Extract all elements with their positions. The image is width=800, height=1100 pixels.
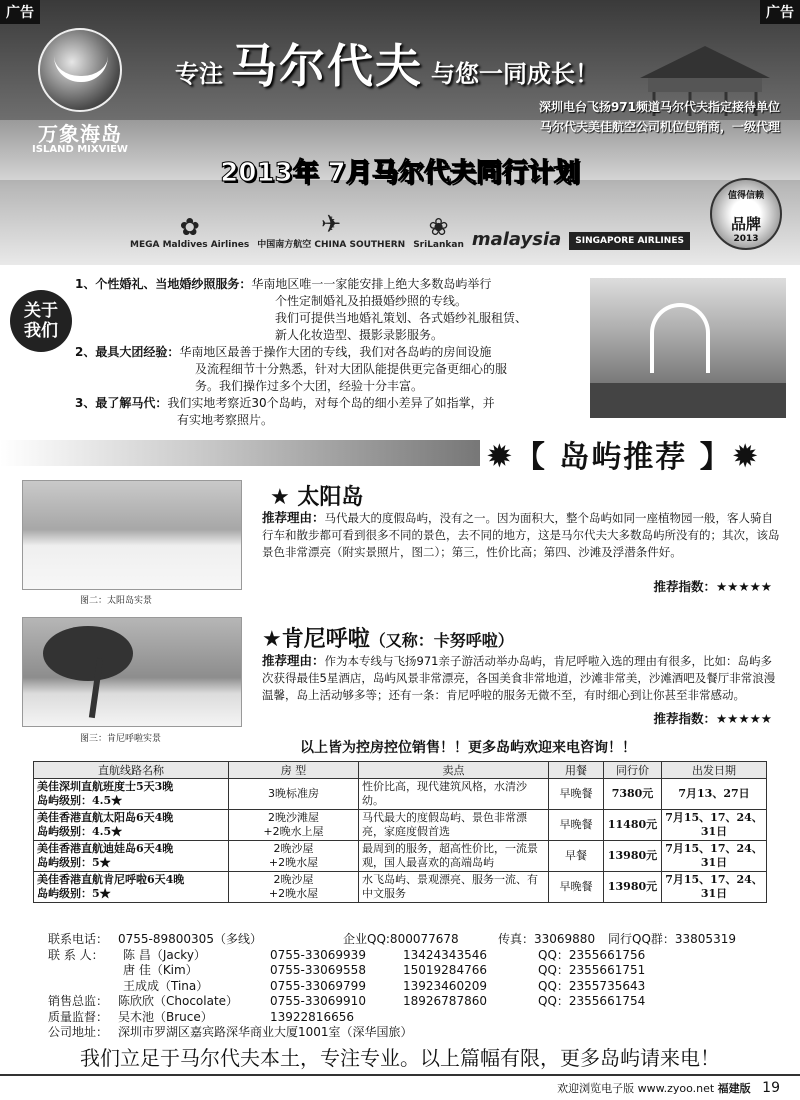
sale-notice: 以上皆为控房控位销售！！更多岛屿欢迎来电咨询！！ xyxy=(300,740,636,756)
company-logo xyxy=(20,28,140,168)
kanuhura-photo xyxy=(22,617,242,727)
page-number: 19 xyxy=(762,1080,780,1096)
footer-divider xyxy=(0,1074,800,1076)
contact-block xyxy=(48,932,778,1041)
table-row: 美佳香港直航肯尼呼啦6天4晚 岛屿级别：5★ 2晚沙屋 +2晚水屋 水飞岛屿、景观漂亮、服务一流、有中文服务 早晚餐 13980元 7月15、17、24、31日 xyxy=(34,872,767,903)
slogan-pre: 专注 xyxy=(175,60,223,88)
recommend-title: ✹【 岛屿推荐 】✹ xyxy=(486,437,761,475)
island-reason: 推荐理由：作为本专线与飞扬971亲子游活动举办岛屿，肯尼呼啦入选的理由有很多，比如：岛屿多次获得最佳5星酒店，岛屿风景非常漂亮，各国美食非常地道，沙滩非常美，沙滩酒吧及餐厅非常浪漫温馨，岛上活动够多等；还有一条：肯尼呼啦的服务无微不至，有时细心到让你甚至非常感动。 xyxy=(262,653,776,702)
sun-icon: ✹ xyxy=(486,437,515,475)
about-item-3: 3、最了解马代：我们实地考察近30个岛屿，对每个岛的细小差异了如指掌，并 xyxy=(75,396,495,410)
slogan-main: 马尔代夫 xyxy=(231,39,423,93)
logo-subtitle: ISLAND MIXVIEW xyxy=(32,144,128,155)
table-row: 美佳深圳直航班度士5天3晚 岛屿级别：4.5★ 3晚标准房 性价比高，现代建筑风格，水清沙幼。 早晚餐 7380元 7月13、27日 xyxy=(34,779,767,810)
page-footer xyxy=(557,1080,780,1096)
routes-table xyxy=(33,761,767,903)
airline-mega: ✿ MEGA Maldives Airlines xyxy=(130,213,250,250)
recommend-score: 推荐指数：★★★★★ xyxy=(653,711,772,726)
airline-singapore: SINGAPORE AIRLINES xyxy=(569,232,690,250)
island-name: ★肯尼呼啦（又称：卡努呼啦） xyxy=(262,627,514,652)
peacock-icon: ❀ xyxy=(428,213,449,241)
contact-sales-director: 销售总监： 陈欣欣（Chocolate） 0755-33069910 18926787860 QQ：2355661754 xyxy=(48,994,646,1008)
brand-badge: 值得信赖 品牌 2013 xyxy=(710,178,782,250)
contact-person: 唐 佳（Kim） 0755-33069558 15019284766 QQ：2355661751 xyxy=(123,963,646,977)
footer-site: 欢迎浏览电子版 www.zyoo.net xyxy=(557,1082,715,1095)
slogan-post: 与您一同成长！ xyxy=(431,60,599,88)
kapok-icon: ✈ xyxy=(321,210,342,238)
wedding-photo xyxy=(590,278,786,418)
table-header-row: 直航线路名称 房 型 卖点 用餐 同行价 出发日期 xyxy=(34,762,767,779)
about-item-2: 2、最具大团经验：华南地区最善于操作大团的专线，我们对各岛屿的房间设施 xyxy=(75,345,492,359)
ad-tag-left: 广告 xyxy=(0,0,40,24)
peer-qq-group: 同行QQ群：33805319 xyxy=(608,932,736,946)
logo-name: 万象海岛 xyxy=(38,122,122,146)
tagline-2: 马尔代夫美佳航空公司机位包销商，一级代理 xyxy=(539,120,780,134)
photo-caption: 图三：肯尼呼啦实景 xyxy=(80,734,162,744)
airline-logos xyxy=(130,198,690,250)
about-label: 关于 我们 xyxy=(10,290,72,352)
slogan xyxy=(175,30,599,96)
photo-caption: 图二：太阳岛实景 xyxy=(80,596,153,606)
airline-srilankan: ❀ SriLankan xyxy=(413,213,464,250)
rating-stars: ★★★★★ xyxy=(715,579,772,594)
section-bar xyxy=(0,440,480,466)
table-row: 美佳香港直航迪娃岛6天4晚 岛屿级别：5★ 2晚沙屋 +2晚水屋 最周到的服务，超高性价比，一流景观，国人最喜欢的高端岛屿 早餐 13980元 7月15、17、24、31日 xyxy=(34,841,767,872)
company-qq: 企业QQ:800077678 xyxy=(343,932,459,946)
phone-number: 0755-89800305（多线） xyxy=(118,932,262,946)
wedding-arch xyxy=(650,303,710,373)
about-item-1: 1、个性婚礼、当地婚纱照服务：华南地区唯一一家能安排上绝大多数岛屿举行 xyxy=(75,277,492,291)
palm-tree xyxy=(43,626,133,681)
contact-quality: 质量监督： 吴木池（Bruce） 13922816656 xyxy=(48,1009,354,1024)
island-reason: 推荐理由：马代最大的度假岛屿，没有之一。因为面积大，整个岛屿如同一座植物园一般，客人骑自行车和散步都可看到很多不同的景色，去不同的地方，这是马尔代夫大多数岛屿所没有的；其次，该岛景色非常漂亮（附实景照片，图二）；第三，性价比高；第四、沙滩及浮潜条件好。 xyxy=(262,510,780,559)
beach-deck xyxy=(590,383,786,418)
contact-row-main: 联系电话： 0755-89800305（多线） 企业QQ:800077678 传真：33069880 同行QQ群：33805319 xyxy=(48,932,736,946)
tagline-1: 深圳电台飞扬971频道马尔代夫指定接待单位 xyxy=(538,100,780,114)
fax-number: 传真：33069880 xyxy=(498,932,596,946)
sun-icon: ✹ xyxy=(731,437,761,475)
table-row: 美佳香港直航太阳岛6天4晚 岛屿级别：4.5★ 2晚沙滩屋 +2晚水上屋 马代最大的度假岛屿、景色非常漂亮，家庭度假首选 早晚餐 11480元 7月15、17、24、31日 xyxy=(34,810,767,841)
recommend-score: 推荐指数：★★★★★ xyxy=(653,579,772,594)
contact-person: 王成成（Tina） 0755-33069799 13923460209 QQ：2355735643 xyxy=(123,978,646,993)
contact-person: 联 系 人： 陈 昌（Jacky） 0755-33069939 13424343546 QQ：2355661756 xyxy=(48,947,646,962)
plan-title: 2013年 7月马尔代夫同行计划 xyxy=(220,158,580,188)
sun-island-photo xyxy=(22,480,242,590)
company-address: 公司地址： 深圳市罗湖区嘉宾路深华商业大厦1001室（深华国旅） xyxy=(48,1025,413,1039)
rating-stars: ★★★★★ xyxy=(715,711,772,726)
island-name: ★ 太阳岛 xyxy=(270,485,364,510)
airline-malaysia: malaysia xyxy=(471,229,562,250)
closing-slogan: 我们立足于马尔代夫本土，专注专业。以上篇幅有限，更多岛屿请来电！ xyxy=(80,1046,720,1070)
about-section: 1、个性婚礼、当地婚纱照服务：华南地区唯一一家能安排上绝大多数岛屿举行 个性定制婚礼及拍摄婚纱照的专线。 我们可提供当地婚礼策划、各式婚纱礼服租赁、 新人化妆造型、摄影录影服务。 2、最具大团经验：华南地区最善于操作大团的专线，我们对各岛屿的房间设施 及流程细节十分熟悉，针对大团队能提供更完备更细心的服 务。我们操作过多个大团，经验十分丰富。 3、最了解马代：我们实地考察近30个岛屿，对每个岛的细小差异了如指掌，并 有实地考察照片。 xyxy=(75,276,575,429)
airline-china-southern: ✈ 中国南方航空 CHINA SOUTHERN xyxy=(257,210,406,250)
ad-tag-right: 广告 xyxy=(760,0,800,24)
mega-flower-icon: ✿ xyxy=(179,213,200,241)
footer-edition: 福建版 xyxy=(717,1082,751,1095)
